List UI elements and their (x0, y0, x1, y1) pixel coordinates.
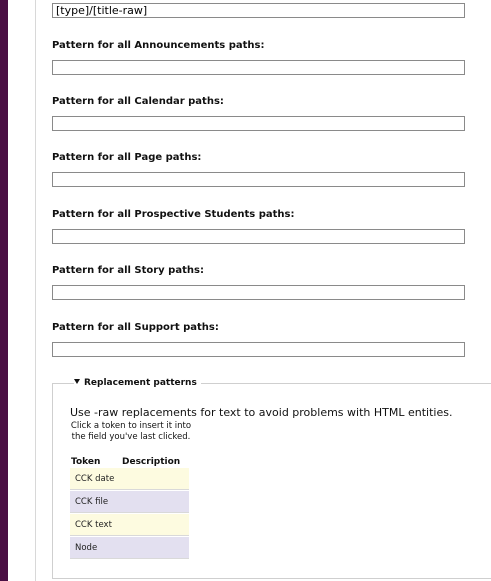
calendar-pattern-input[interactable] (52, 116, 465, 131)
admin-sidebar-edge (0, 0, 8, 581)
raw-replacement-help: Use -raw replacements for text to avoid problems with HTML entities. (70, 406, 453, 419)
story-pattern-label: Pattern for all Story paths: (52, 265, 204, 276)
collapse-triangle-icon (74, 379, 80, 384)
announcements-pattern-input[interactable] (52, 60, 465, 75)
calendar-pattern-label: Pattern for all Calendar paths: (52, 96, 224, 107)
prospective-students-pattern-input[interactable] (52, 229, 465, 244)
token-row[interactable]: Node (70, 537, 189, 559)
token-instructions: Click a token to insert it into the field you've last clicked. (70, 421, 192, 442)
replacement-patterns-toggle[interactable] (74, 377, 201, 389)
description-column-header: Description (122, 457, 181, 467)
announcements-pattern-label: Pattern for all Announcements paths: (52, 40, 265, 51)
token-column-header: Token (71, 457, 101, 467)
support-pattern-input[interactable] (52, 342, 465, 357)
page-pattern-input[interactable] (52, 172, 465, 187)
support-pattern-label: Pattern for all Support paths: (52, 322, 219, 333)
story-pattern-input[interactable] (52, 285, 465, 300)
page-pattern-label: Pattern for all Page paths: (52, 152, 202, 163)
replacement-patterns-legend: Replacement patterns (84, 378, 197, 388)
default-path-pattern-input[interactable]: [type]/[title-raw] (52, 3, 465, 18)
token-row[interactable]: CCK text (70, 514, 189, 536)
token-row[interactable]: CCK file (70, 491, 189, 513)
token-row[interactable]: CCK date (70, 468, 189, 490)
content-divider (35, 0, 36, 581)
prospective-students-pattern-label: Pattern for all Prospective Students paths: (52, 209, 295, 220)
